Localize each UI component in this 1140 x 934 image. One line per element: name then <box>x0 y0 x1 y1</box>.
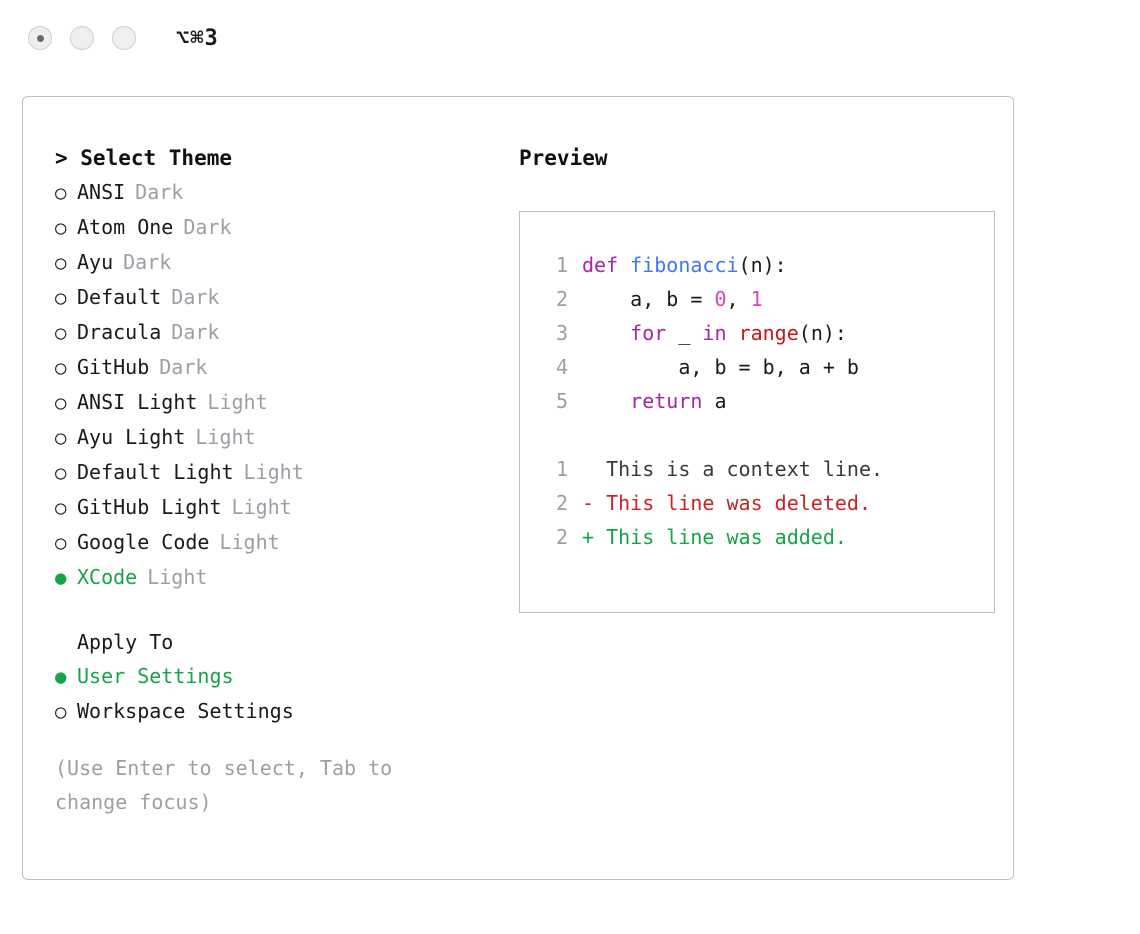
diff-marker <box>582 452 594 486</box>
diff-line <box>538 452 994 486</box>
radio-unselected-icon[interactable]: ○ <box>55 322 67 344</box>
code-text <box>582 282 763 316</box>
apply-to-option[interactable] <box>55 659 501 694</box>
radio-unselected-icon[interactable]: ○ <box>55 532 67 554</box>
radio-selected-icon[interactable]: ● <box>55 567 67 589</box>
theme-option-variant: Light <box>147 565 208 589</box>
diff-text: This is a context line. <box>594 457 884 481</box>
theme-option[interactable] <box>55 525 501 560</box>
theme-option[interactable] <box>55 490 501 525</box>
window-dot-1[interactable] <box>28 26 52 50</box>
code-token: a <box>702 389 727 413</box>
code-text <box>582 248 787 282</box>
diff-marker: + <box>582 525 595 549</box>
theme-option-variant: Dark <box>159 355 208 379</box>
theme-option[interactable] <box>55 455 501 490</box>
code-token: (n): <box>798 321 847 345</box>
line-number: 2 <box>555 525 568 549</box>
code-token: (n): <box>738 253 787 277</box>
theme-option[interactable] <box>55 175 501 210</box>
theme-option-name: XCode <box>77 565 138 589</box>
theme-option-name: Default Light <box>77 460 234 484</box>
theme-option-name: Default <box>77 285 162 309</box>
line-number: 2 <box>555 491 568 515</box>
line-number: 1 <box>555 253 568 277</box>
theme-option-name: Atom One <box>77 215 174 239</box>
radio-selected-icon[interactable]: ● <box>55 666 67 688</box>
theme-list-column <box>39 141 501 879</box>
preview-column <box>501 141 1013 879</box>
theme-option-variant: Light <box>219 530 280 554</box>
apply-to-option-label: Workspace Settings <box>77 699 294 723</box>
apply-to-options <box>55 659 501 729</box>
code-text <box>582 350 859 384</box>
shortcut-label: ⌥⌘3 <box>176 25 219 51</box>
theme-option-name: Ayu Light <box>77 425 186 449</box>
theme-option[interactable] <box>55 385 501 420</box>
preview-box <box>519 211 995 613</box>
theme-option-variant: Dark <box>183 215 232 239</box>
preview-title: Preview <box>519 146 608 170</box>
theme-option-variant: Dark <box>171 320 220 344</box>
radio-unselected-icon[interactable]: ○ <box>55 357 67 379</box>
theme-list <box>55 175 501 595</box>
theme-option-name: Google Code <box>77 530 210 554</box>
window-dot-2[interactable] <box>70 26 94 50</box>
apply-to-option-label: User Settings <box>77 664 234 688</box>
theme-option-name: ANSI <box>77 180 126 204</box>
code-line <box>538 350 994 384</box>
theme-option-variant: Light <box>195 425 256 449</box>
keyboard-hint: (Use Enter to select, Tab to change focus) <box>55 756 405 814</box>
diff-text: This line was added. <box>594 525 847 549</box>
radio-unselected-icon[interactable]: ○ <box>55 287 67 309</box>
code-token: return <box>630 389 703 413</box>
radio-unselected-icon[interactable]: ○ <box>55 497 67 519</box>
line-number: 3 <box>555 321 568 345</box>
code-token: a, b = <box>582 287 715 311</box>
code-line <box>538 282 994 316</box>
theme-option-variant: Dark <box>135 180 184 204</box>
window-dot-3[interactable] <box>112 26 136 50</box>
theme-option[interactable] <box>55 245 501 280</box>
code-text <box>582 384 727 418</box>
code-token: in <box>702 321 727 345</box>
line-number: 1 <box>555 457 568 481</box>
apply-to-label: Apply To <box>77 630 174 654</box>
theme-option-variant: Dark <box>123 250 172 274</box>
theme-option-name: Dracula <box>77 320 162 344</box>
radio-unselected-icon[interactable]: ○ <box>55 217 67 239</box>
title-bar <box>0 0 1140 76</box>
code-token: a, b = b, a + b <box>582 355 859 379</box>
code-token: def <box>582 253 631 277</box>
theme-option[interactable] <box>55 210 501 245</box>
line-number: 5 <box>555 389 568 413</box>
code-token: for <box>630 321 667 345</box>
code-text <box>582 316 847 350</box>
code-token: _ <box>666 321 703 345</box>
diff-line <box>538 486 994 520</box>
theme-selector-panel <box>22 96 1014 880</box>
code-token: fibonacci <box>630 253 739 277</box>
code-token: , <box>726 287 751 311</box>
diff-text: This line was deleted. <box>594 491 871 515</box>
code-token: 0 <box>714 287 727 311</box>
diff-line <box>538 520 994 554</box>
diff-marker: - <box>582 491 595 515</box>
radio-unselected-icon[interactable]: ○ <box>55 427 67 449</box>
radio-unselected-icon[interactable]: ○ <box>55 392 67 414</box>
theme-option-name: GitHub <box>77 355 150 379</box>
code-line <box>538 316 994 350</box>
code-line <box>538 384 994 418</box>
apply-to-option[interactable] <box>55 694 501 729</box>
theme-option-variant: Dark <box>171 285 220 309</box>
theme-option[interactable] <box>55 420 501 455</box>
code-sample <box>538 248 994 418</box>
code-line <box>538 248 994 282</box>
line-number: 4 <box>555 355 568 379</box>
radio-unselected-icon[interactable]: ○ <box>55 701 67 723</box>
code-token: range <box>738 321 799 345</box>
radio-unselected-icon[interactable]: ○ <box>55 252 67 274</box>
theme-option[interactable] <box>55 560 501 595</box>
theme-option-variant: Light <box>231 495 292 519</box>
code-token: 1 <box>750 287 763 311</box>
theme-option-variant: Light <box>207 390 268 414</box>
theme-option[interactable] <box>55 315 501 350</box>
select-theme-heading: > Select Theme <box>55 146 233 170</box>
theme-option-name: Ayu <box>77 250 114 274</box>
diff-sample <box>538 452 994 554</box>
theme-option[interactable] <box>55 280 501 315</box>
theme-option[interactable] <box>55 350 501 385</box>
code-token <box>727 321 739 345</box>
theme-option-variant: Light <box>243 460 304 484</box>
radio-unselected-icon[interactable]: ○ <box>55 462 67 484</box>
radio-unselected-icon[interactable]: ○ <box>55 182 67 204</box>
code-token <box>582 321 630 345</box>
theme-option-name: ANSI Light <box>77 390 198 414</box>
line-number: 2 <box>555 287 568 311</box>
code-token <box>582 389 630 413</box>
theme-option-name: GitHub Light <box>77 495 222 519</box>
